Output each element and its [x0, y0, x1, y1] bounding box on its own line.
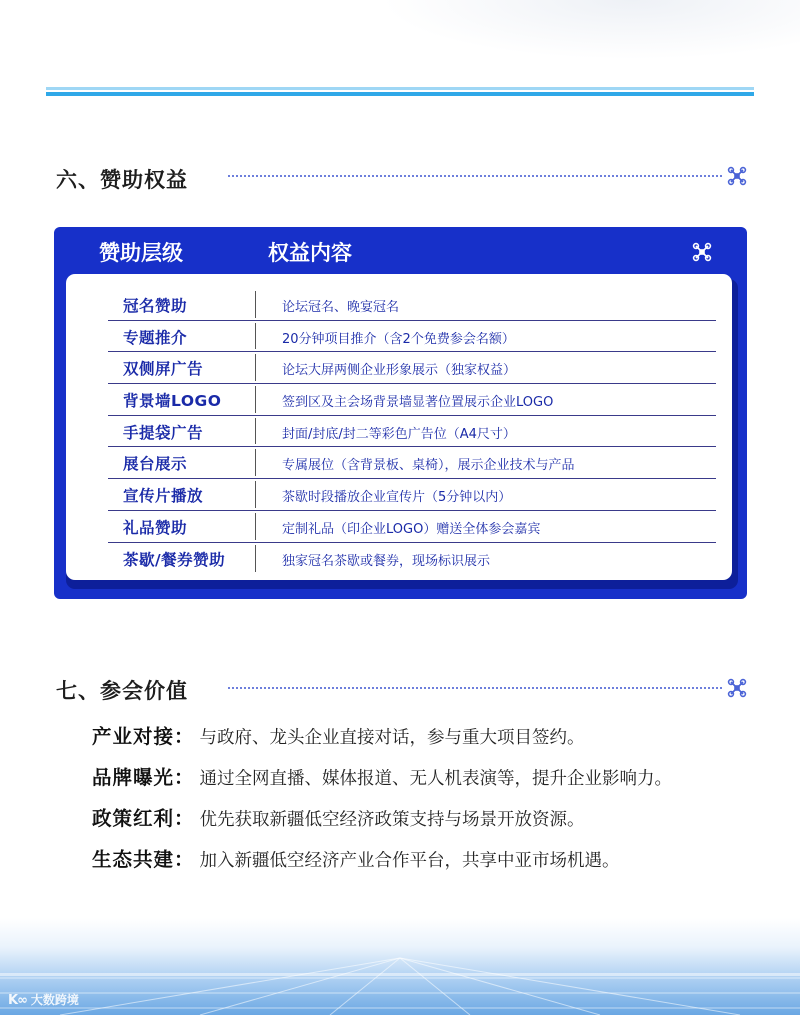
column-divider [255, 418, 256, 445]
table-row [108, 479, 716, 511]
column-divider [255, 354, 256, 381]
section-title-sponsorship: 六、赞助权益 [56, 167, 188, 192]
content-cell: 茶歇时段播放企业宣传片（5分钟以内） [282, 490, 512, 506]
column-divider [255, 513, 256, 540]
top-background-glow [380, 0, 800, 60]
tier-cell: 茶歇/餐券赞助 [123, 550, 226, 569]
section-title-value: 七、参会价值 [56, 678, 188, 703]
drone-icon [727, 166, 747, 186]
drone-icon [727, 678, 747, 698]
tier-cell: 双侧屏广告 [123, 360, 204, 379]
value-text: 加入新疆低空经济产业合作平台，共享中亚市场机遇。 [199, 851, 620, 871]
value-text: 通过全网直播、媒体报道、无人机表演等，提升企业影响力。 [199, 769, 673, 789]
tier-cell: 礼品赞助 [123, 518, 188, 537]
value-item [92, 805, 585, 833]
tier-cell: 冠名赞助 [123, 297, 188, 315]
footer-background [0, 918, 800, 1015]
table-row [108, 511, 716, 543]
value-colon: ： [174, 725, 194, 748]
tier-cell: 展台展示 [123, 455, 188, 474]
content-cell: 独家冠名茶歇或餐券，现场标识展示 [282, 553, 491, 569]
table-row [108, 352, 716, 384]
section-dotted-line [228, 175, 722, 177]
logo-mark: K∞ [8, 993, 27, 1008]
column-divider [255, 386, 256, 413]
column-divider [255, 291, 256, 318]
header-divider-bar [46, 87, 754, 96]
value-item [92, 723, 585, 751]
value-item [92, 846, 620, 874]
tier-cell: 背景墙LOGO [123, 392, 222, 411]
content-cell: 论坛冠名、晚宴冠名 [282, 300, 400, 315]
content-cell: 定制礼品（印企业LOGO）赠送全体参会嘉宾 [282, 521, 541, 537]
value-text: 与政府、龙头企业直接对话，参与重大项目签约。 [199, 728, 585, 748]
value-colon: ： [174, 848, 194, 871]
value-label: 政策红利 [92, 807, 175, 830]
drone-icon [692, 242, 712, 262]
column-divider [255, 545, 256, 573]
tier-cell: 专题推介 [123, 328, 188, 347]
table-row [108, 447, 716, 479]
tier-cell: 手提袋广告 [123, 423, 204, 442]
column-divider [255, 449, 256, 476]
content-cell: 封面/封底/封二等彩色广告位（A4尺寸） [282, 426, 516, 442]
tier-cell: 宣传片播放 [123, 487, 204, 506]
footer-grid-graphic [0, 918, 800, 1015]
header-tier-label: 赞助层级 [99, 241, 183, 265]
table-row [108, 321, 716, 353]
sponsorship-table [66, 274, 732, 580]
logo-text: 大数跨境 [30, 993, 79, 1007]
value-item [92, 764, 672, 792]
table-row [108, 289, 716, 321]
footer-logo [8, 990, 79, 1010]
value-colon: ： [174, 807, 194, 830]
content-cell: 专属展位（含背景板、桌椅），展示企业技术与产品 [282, 458, 575, 474]
column-divider [255, 481, 256, 508]
section-dotted-line [228, 687, 722, 689]
value-label: 品牌曝光 [92, 766, 175, 789]
content-cell: 签到区及主会场背景墙显著位置展示企业LOGO [282, 395, 554, 411]
table-rows [108, 289, 716, 574]
table-row [108, 384, 716, 416]
header-content-label: 权益内容 [268, 241, 352, 265]
content-cell: 论坛大屏两侧企业形象展示（独家权益） [282, 363, 517, 379]
value-label: 生态共建 [92, 848, 175, 871]
table-row [108, 543, 716, 575]
value-text: 优先获取新疆低空经济政策支持与场景开放资源。 [199, 810, 585, 830]
column-divider [255, 323, 256, 350]
content-cell: 20分钟项目推介（含2个免费参会名额） [282, 331, 515, 347]
sponsorship-card [54, 227, 747, 599]
table-row [108, 416, 716, 448]
value-colon: ： [174, 766, 194, 789]
value-label: 产业对接 [92, 725, 175, 748]
